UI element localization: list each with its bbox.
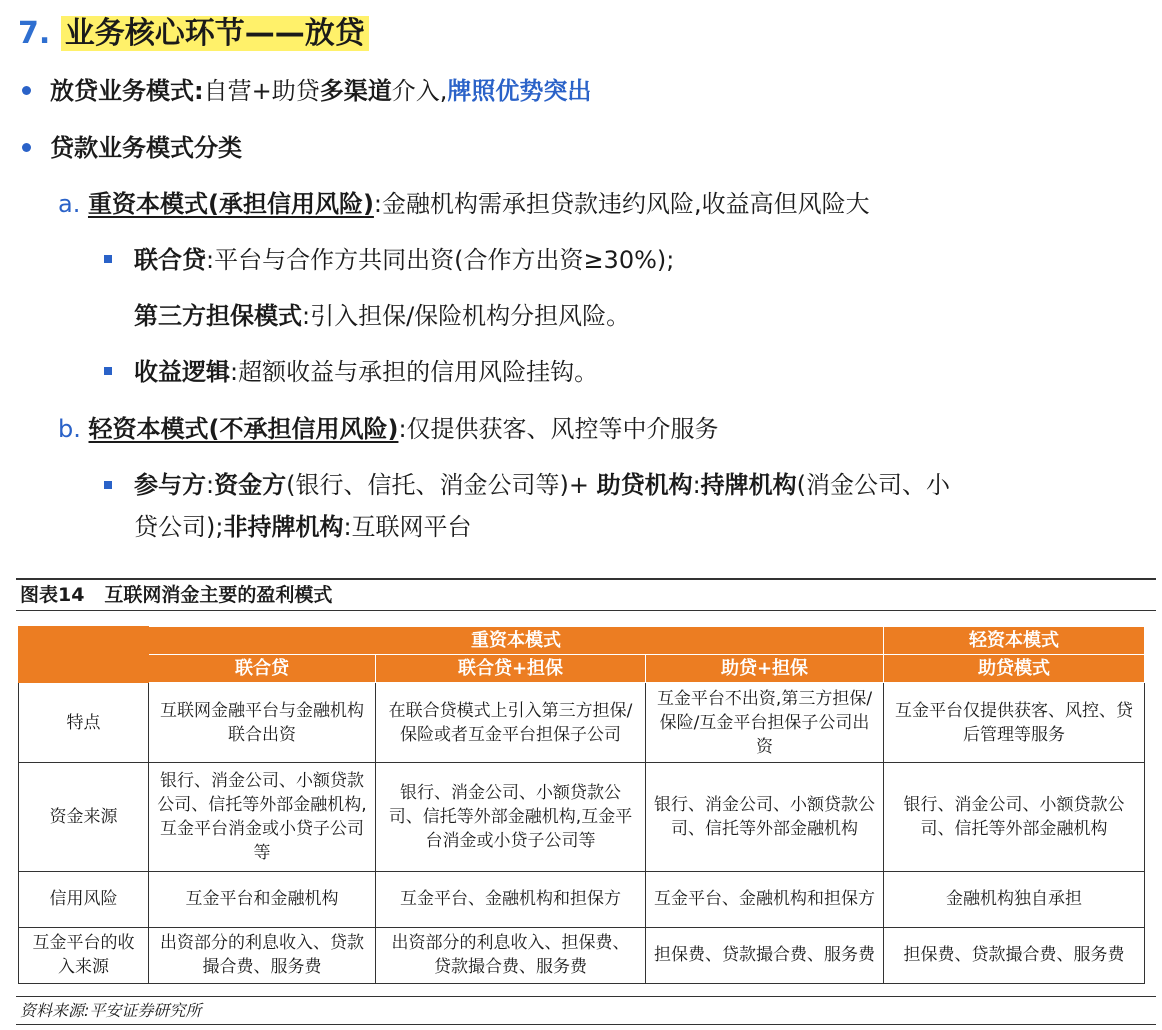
profit-model-table [18,626,1145,984]
table-cell: 银行、消金公司、小额贷款公司、信托等外部金融机构,互金平台消金或小贷子公司等 [149,763,376,871]
table-cell: 担保费、贷款撮合费、服务费 [646,927,884,983]
figure-title: 图表14 互联网消金主要的盈利模式 [20,584,333,606]
table-corner-cell [19,627,149,683]
table-cell: 互金平台仅提供获客、风控、贷后管理等服务 [884,683,1145,763]
table-cell: 担保费、贷款撮合费、服务费 [884,927,1145,983]
revenue-logic-item: 收益逻辑:超额收益与承担的信用风险挂钩。 [134,358,599,386]
table-cell: 出资部分的利息收入、担保费、贷款撮合费、服务费 [376,927,646,983]
table-cell: 互金平台、金融机构和担保方 [646,871,884,927]
square-bullet-icon [104,367,112,375]
bullet-dot-icon [22,86,31,95]
row-label: 互金平台的收入来源 [19,927,149,983]
row-label: 信用风险 [19,871,149,927]
column-header: 助贷+担保 [646,655,884,683]
header-heavy-capital: 重资本模式 [149,627,884,655]
column-header: 联合贷+担保 [376,655,646,683]
figure-title-rule [16,610,1156,611]
square-bullet-icon [104,481,112,489]
table-row [19,683,1145,763]
column-header: 联合贷 [149,655,376,683]
third-party-guarantee-item: 第三方担保模式:引入担保/保险机构分担风险。 [134,302,631,330]
source-bottom-rule [16,1024,1156,1025]
table-cell: 出资部分的利息收入、贷款撮合费、服务费 [149,927,376,983]
square-bullet-icon [104,255,112,263]
row-label: 资金来源 [19,763,149,871]
bullet-lending-model: 放贷业务模式:自营+助贷多渠道介入,牌照优势突出 [50,77,592,105]
table-row [19,871,1145,927]
section-heading: 业务核心环节——放贷 [61,16,369,51]
participants-item-line2: 贷公司);非持牌机构:互联网平台 [134,513,472,541]
table-cell: 互金平台和金融机构 [149,871,376,927]
figure-top-rule [16,578,1156,580]
table-cell: 银行、消金公司、小额贷款公司、信托等外部金融机构,互金平台消金或小贷子公司等 [376,763,646,871]
table-cell: 银行、消金公司、小额贷款公司、信托等外部金融机构 [646,763,884,871]
participants-item-line1: 参与方:资金方(银行、信托、消金公司等)+ 助贷机构:持牌机构(消金公司、小 [134,471,951,499]
table-row [19,927,1145,983]
table-cell: 互金平台、金融机构和担保方 [376,871,646,927]
source-note: 资料来源:平安证券研究所 [20,1001,202,1020]
bullet-loan-classification: 贷款业务模式分类 [50,134,242,162]
table-cell: 银行、消金公司、小额贷款公司、信托等外部金融机构 [884,763,1145,871]
table-cell: 互联网金融平台与金融机构联合出资 [149,683,376,763]
source-top-rule [16,996,1156,997]
table-cell: 金融机构独自承担 [884,871,1145,927]
joint-loan-item: 联合贷:平台与合作方共同出资(合作方出资≥30%); [134,246,675,274]
section-title [18,12,369,56]
table-group-header-row [19,627,1145,655]
table-column-header-row [19,655,1145,683]
row-label: 特点 [19,683,149,763]
table-cell: 在联合贷模式上引入第三方担保/保险或者互金平台担保子公司 [376,683,646,763]
column-header: 助贷模式 [884,655,1145,683]
light-capital-model: b. 轻资本模式(不承担信用风险):仅提供获客、风控等中介服务 [58,415,719,443]
table-cell: 互金平台不出资,第三方担保/保险/互金平台担保子公司出资 [646,683,884,763]
section-number: 7. [18,16,51,51]
header-light-capital: 轻资本模式 [884,627,1145,655]
heavy-capital-model: a. 重资本模式(承担信用风险):金融机构需承担贷款违约风险,收益高但风险大 [58,190,870,218]
table-row [19,763,1145,871]
bullet-dot-icon [22,143,31,152]
